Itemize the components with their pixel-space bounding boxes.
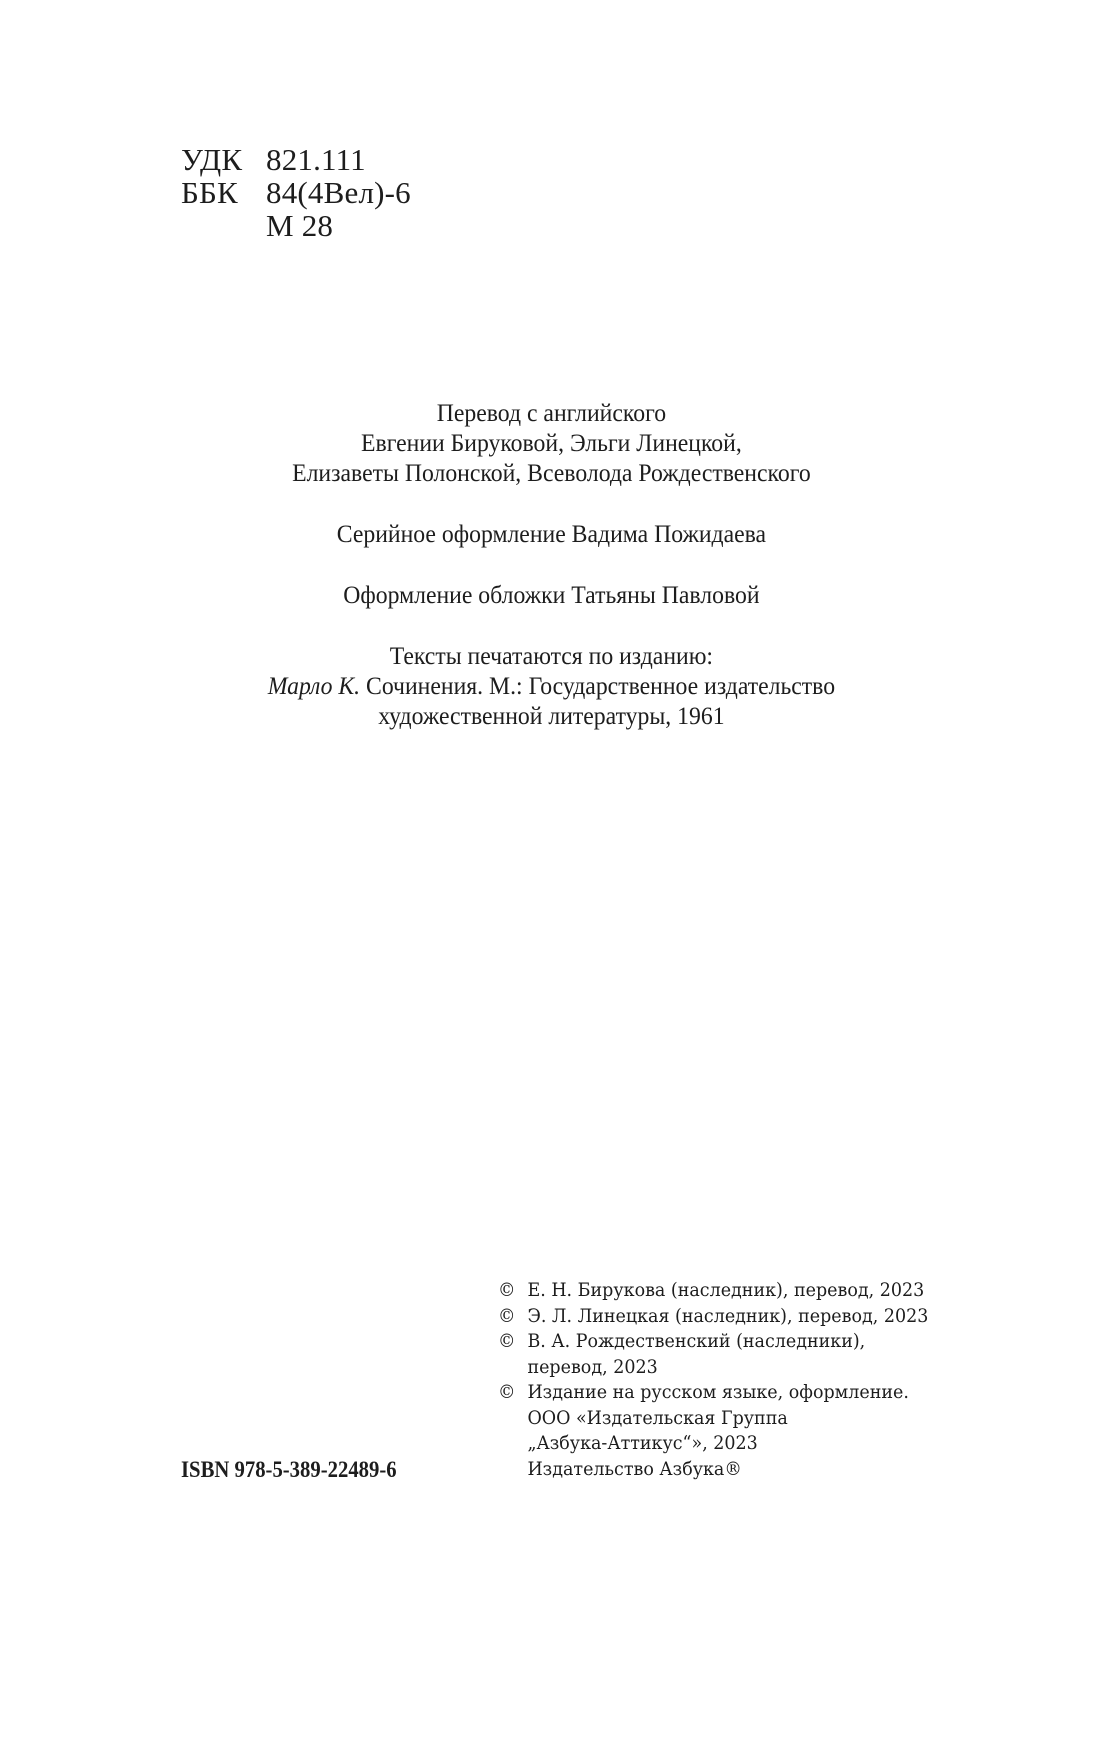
cover-design-line: Оформление обложки Татьяны Павловой [343, 580, 760, 609]
udk-label: УДК [181, 142, 243, 177]
copyright-text: перевод, 2023 [527, 1355, 658, 1378]
source-citation [40, 671, 1063, 701]
translation-line: Елизаветы Полонской, Всеволода Рождественского [292, 458, 811, 487]
translation-line: Перевод с английского [436, 398, 667, 427]
source-author: Марло К. [267, 671, 361, 700]
series-design-credit [40, 519, 1063, 549]
copyright-icon: © [498, 1279, 516, 1301]
classification-block [181, 143, 411, 242]
copyright-item [498, 1304, 928, 1330]
copyright-text: ООО «Издательская Группа [527, 1406, 788, 1429]
copyright-item [498, 1380, 928, 1482]
source-publisher: художественной литературы, 1961 [378, 701, 725, 730]
copyright-icon: © [498, 1330, 516, 1352]
cover-design-credit [40, 580, 1063, 610]
copyright-text: Э. Л. Линецкая (наследник), перевод, 2023 [527, 1304, 929, 1327]
copyright-icon: © [498, 1304, 516, 1327]
copyright-block [498, 1278, 928, 1482]
udk-row [181, 143, 411, 176]
translation-credits [40, 398, 1063, 488]
copyright-text: Издательство Азбука® [527, 1457, 742, 1480]
udk-value: 821.111 [266, 142, 366, 177]
copyright-item [498, 1329, 928, 1380]
bbk-row [181, 176, 411, 209]
isbn: ISBN 978-5-389-22489-6 [181, 1457, 397, 1482]
copyright-text: В. А. Рождественский (наследники), [527, 1330, 866, 1352]
source-edition [40, 641, 1063, 731]
credits-block [40, 398, 1063, 762]
copyright-text: „Азбука-Аттикус“», 2023 [527, 1432, 758, 1454]
author-mark: М 28 [266, 208, 334, 243]
bbk-value: 84(4Вел)-6 [266, 175, 411, 210]
bbk-label: ББК [181, 175, 238, 210]
copyright-text: Издание на русском языке, оформление. [527, 1381, 909, 1403]
source-intro: Тексты печатаются по изданию: [389, 641, 714, 670]
source-title: Сочинения. М.: Государственное издательство [360, 671, 836, 700]
copyright-text: Е. Н. Бирукова (наследник), перевод, 2023 [527, 1279, 925, 1301]
author-mark-row [181, 209, 411, 242]
translation-line: Евгении Бируковой, Эльги Линецкой, [361, 428, 742, 457]
copyright-icon: © [498, 1381, 516, 1403]
series-design-line: Серийное оформление Вадима Пожидаева [336, 519, 767, 548]
copyright-item [498, 1278, 928, 1304]
